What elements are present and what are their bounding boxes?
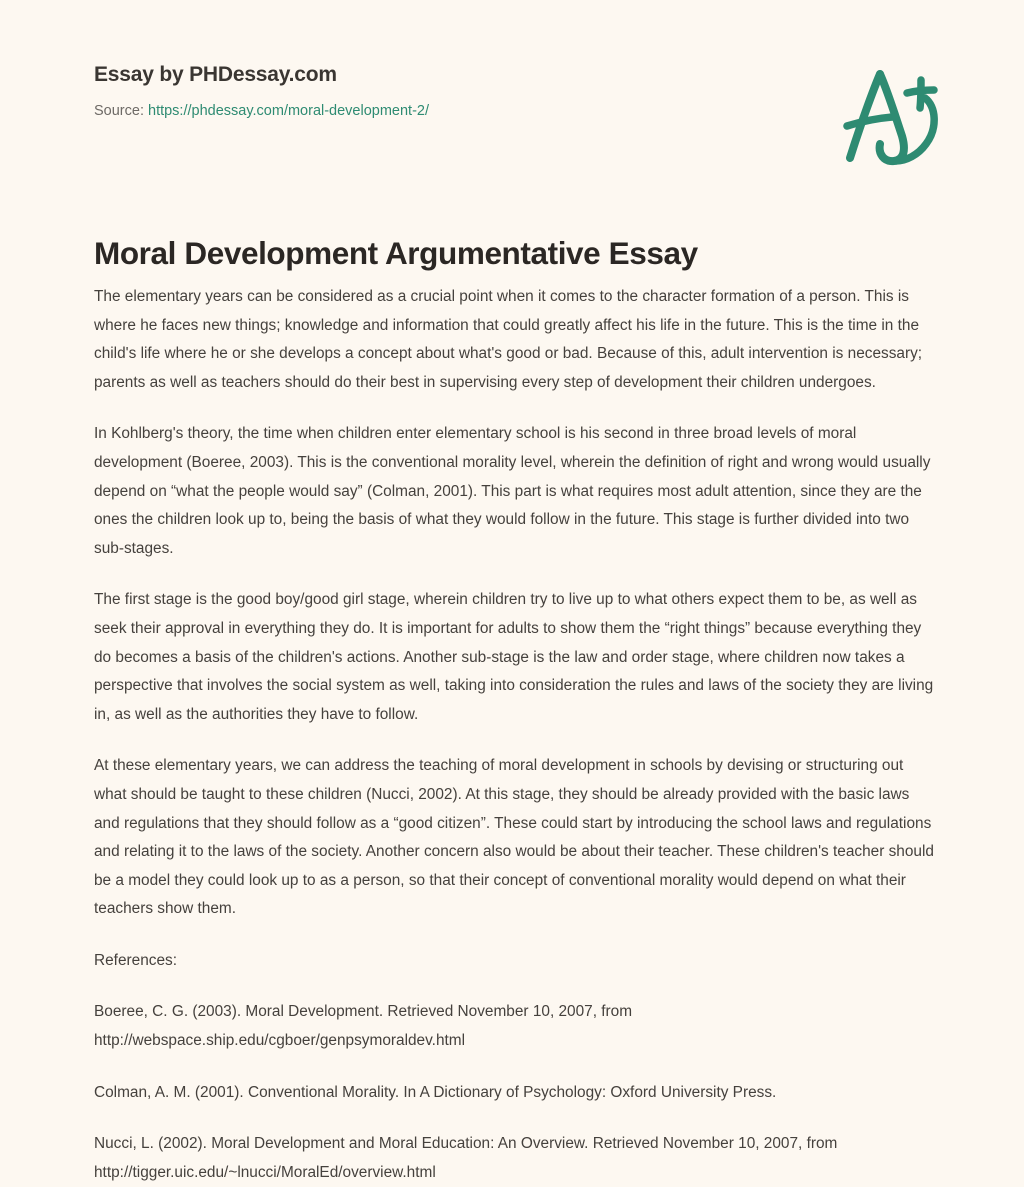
reference-item: Colman, A. M. (2001). Conventional Morality. In A Dictionary of Psychology: Oxford University Press. <box>94 1083 777 1101</box>
paragraph: The elementary years can be considered as a crucial point when it comes to the character formation of a person. This is where he faces new things; knowledge and information that could greatly affect his life in the future. This is the time in the child's life where he or she develops a concept about what's good or bad. Because of this, adult intervention is necessary; parents as well as teachers should do their best in supervising every step of development their children undergoes. <box>94 288 923 391</box>
essay-body <box>94 283 939 1187</box>
reference-item: Nucci, L. (2002). Moral Development and Moral Education: An Overview. Retrieved November 10, 2007, from http://tigger.uic.edu/~lnucci/MoralEd/overview.html <box>94 1135 838 1181</box>
references-heading: References: <box>94 951 177 969</box>
paragraph: In Kohlberg's theory, the time when children enter elementary school is his second in three broad levels of moral development (Boeree, 2003). This is the conventional morality level, wherein the definition of right and wrong would usually depend on “what the people would say” (Colman, 2001). This part is what requires most adult attention, since they are the ones the children look up to, being the basis of what they would follow in the future. This stage is further divided into two sub-stages. <box>94 425 931 557</box>
a-plus-logo <box>830 62 950 172</box>
reference-item: Boeree, C. G. (2003). Moral Development. Retrieved November 10, 2007, from http://webspace.ship.edu/cgboer/genpsymoraldev.html <box>94 1003 633 1050</box>
brand-byline: Essay by PHDessay.com <box>94 63 337 86</box>
page-header <box>94 62 934 121</box>
source-url-link[interactable]: https://phdessay.com/moral-development-2/ <box>148 103 430 120</box>
page-title: Moral Development Argumentative Essay <box>94 235 698 272</box>
source-line <box>94 102 934 121</box>
paragraph: The first stage is the good boy/good girl stage, wherein children try to live up to what others expect them to be, as well as seek their approval in everything they do. It is important for adults to show them the “right things” because everything they do becomes a basis of the children's actions. Another sub-stage is the law and order stage, where children now takes a perspective that involves the social system as well, taking into consideration the rules and laws of the society they are living in, as well as the authorities they have to follow. <box>94 591 934 723</box>
source-label: Source: <box>94 103 148 120</box>
paragraph: At these elementary years, we can address the teaching of moral development in schools by devising or structuring out what should be taught to these children (Nucci, 2002). At this stage, they should be already provided with the basic laws and regulations that they should follow as a “good citizen”. These could start by introducing the school laws and regulations and relating it to the laws of the society. Another concern also would be about their teacher. These children's teacher should be a model they could look up to as a person, so that their concept of conventional morality would depend on what their teachers show them. <box>94 757 934 918</box>
